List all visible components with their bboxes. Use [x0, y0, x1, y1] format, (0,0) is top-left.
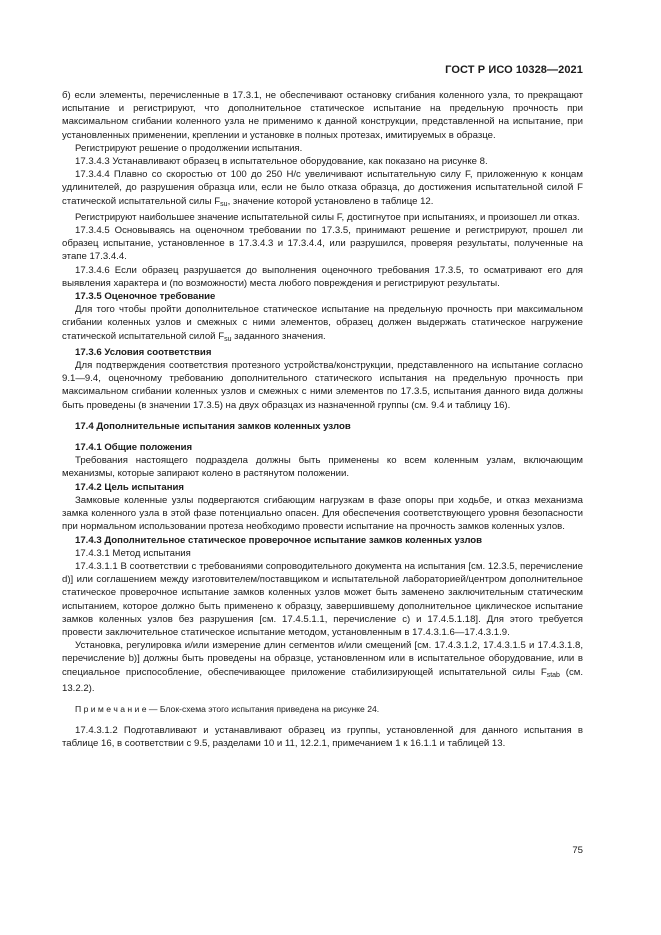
paragraph-text: 17.4.1 Общие положения — [75, 442, 193, 454]
paragraph — [62, 303, 583, 346]
subscript: stab — [546, 671, 560, 679]
paragraph-text: 17.4.3.1 Метод испытания — [75, 547, 191, 559]
paragraph-text-continued: (см. 13.2.2). — [62, 666, 583, 694]
section-heading — [62, 420, 583, 433]
paragraph — [62, 639, 583, 695]
paragraph — [62, 560, 583, 639]
paragraph — [62, 264, 583, 290]
paragraph-text: 17.3.4.6 Если образец разрушается до выполнения оценочного требования 17.3.5, то осматривают его для выявления характера и (по возможности) места любого повреждения и регистрируют результаты. — [62, 264, 583, 289]
paragraph-text: Установка, регулировка и/или измерение длин сегментов и/или смещений [см. 17.4.3.1.2, 17.4.3.1.5 и 17.4.3.1.8, перечисление b)] должны быть проведены на образце, установленном или в испытательное оборудование, или в специальное приспособление, обеспечивающее приложение стабилизирующей испытательной силы F — [62, 640, 583, 678]
paragraph — [62, 454, 583, 480]
paragraph-text-continued: заданного значения. — [231, 330, 326, 342]
paragraph-text: Для подтверждения соответствия протезного устройства/конструкции, представленного на испытание согласно 9.1—9.4, оценочному требованию дополнительного статического испытания на предельную прочность при максимальном сгибании коленных узлов и смежных с ними элементов по 17.3.5, испытания данного вида должны быть проведены (в значении 17.3.5) на двух образцах из назначенной группы (см. 9.4 и таблицу 16). — [62, 360, 583, 411]
paragraph-text: Требования настоящего подраздела должны быть применены ко всем коленным узлам, включающим механизмы, которые запирают колено в растянутом положении. — [62, 455, 583, 480]
paragraph-text: б) если элементы, перечисленные в 17.3.1, не обеспечивают остановку сгибания коленного узла, то прекращают испытание и регистрируют, что дополнительное статическое испытание на предельную прочность при максимальном сгибании коленного узла не применимо к данной конструкции, представленной на испытание, при установленных применении, креплении и установке в полных протезах, имитируемых в образце. — [62, 90, 583, 141]
paragraph-text-continued: , значение которой установлено в таблице 12. — [227, 195, 434, 207]
paragraph-text: 17.3.4.3 Устанавливают образец в испытательное оборудование, как показано на рисунке 8. — [75, 156, 488, 168]
paragraph — [62, 494, 583, 534]
paragraph — [62, 359, 583, 412]
paragraph-text: 17.3.4.4 Плавно со скоростью от 100 до 250 Н/с увеличивают испытательную силу F, приложенную к концам удлинителей, до разрушения образца или, если не было отказа образца, до достижения испытательной силой F статической испытательной силы F — [62, 169, 583, 207]
paragraph-text: Для того чтобы пройти дополнительное статическое испытание на предельную прочность при максимальном сгибании коленных узлов и смежных с ними элементов, образец должен выдержать статическое нагружение статической испытательной силой F — [62, 304, 583, 342]
paragraph — [62, 155, 583, 168]
paragraph-text: 17.4.3.1.1 В соответствии с требованиями сопроводительного документа на испытания [см. 12.3.5, перечисление d)] или соглашением между изготовителем/поставщиком и испытательной лабораторией/центром дополнительное статическое проверочное испытание замков коленных узлов может быть заменено заключительным статическим испытанием, которое должно быть применено к образцу, завершившему дополнительное циклическое испытание замков коленных узлов без разрушения [см. 17.4.5.1.1, перечисление с) и 17.4.5.1.18]. Для этого требуется провести заключительное статическое испытание методом, установленным в 17.4.3.1.6—17.4.3.1.9. — [62, 560, 583, 638]
subscript: su — [220, 200, 228, 208]
section-heading — [62, 290, 583, 303]
paragraph-text: Регистрируют решение о продолжении испытания. — [75, 142, 303, 154]
paragraph-text: Замковые коленные узлы подвергаются сгибающим нагрузкам в фазе опоры при ходьбе, и отказ механизма замка коленного узла в этой фазе потенциально опасен. Для обеспечения соответствующего уровня безопасности при нормальном использовании протеза необходимо провести испытание на прочность замков коленных узлов. — [62, 494, 583, 533]
section-heading — [62, 346, 583, 359]
paragraph — [62, 224, 583, 264]
paragraph-text: Регистрируют наибольшее значение испытательной силы F, достигнутое при испытаниях, и произошел ли отказ. — [75, 211, 580, 223]
page-number: 75 — [572, 845, 583, 856]
document-body — [62, 89, 583, 751]
subscript: su — [224, 335, 232, 343]
paragraph — [62, 89, 583, 142]
paragraph — [62, 142, 583, 155]
section-heading — [62, 534, 583, 547]
paragraph-text: 17.4.3.1.2 Подготавливают и устанавливают образец из группы, установленной для данного испытания в таблице 16, в соответствии с 9.5, разделами 10 и 11, 12.2.1, примечанием 1 к 16.1.1 и таблицей 13. — [62, 725, 583, 750]
paragraph — [62, 724, 583, 750]
paragraph — [62, 547, 583, 560]
paragraph-text: 17.4.3 Дополнительное статическое проверочное испытание замков коленных узлов — [75, 534, 483, 546]
paragraph — [62, 211, 583, 224]
paragraph-text: 17.4.2 Цель испытания — [75, 481, 185, 493]
paragraph — [62, 168, 583, 211]
document-header: ГОСТ Р ИСО 10328—2021 — [445, 64, 583, 76]
paragraph-text: 17.3.5 Оценочное требование — [75, 291, 216, 303]
note-paragraph — [62, 703, 583, 716]
paragraph-text: 17.4 Дополнительные испытания замков коленных узлов — [75, 420, 351, 432]
paragraph-text: 17.3.6 Условия соответствия — [75, 346, 212, 358]
paragraph-text: П р и м е ч а н и е — Блок-схема этого испытания приведена на рисунке 24. — [75, 703, 380, 714]
paragraph-text: 17.3.4.5 Основываясь на оценочном требовании по 17.3.5, принимают решение и регистрируют, прошел ли образец испытание, установленное в 17.3.4.3 и 17.3.4.4, или разрушился, проверяя результаты, полученные на этапе 17.3.4.4. — [62, 225, 583, 263]
section-heading — [62, 441, 583, 454]
section-heading — [62, 481, 583, 494]
